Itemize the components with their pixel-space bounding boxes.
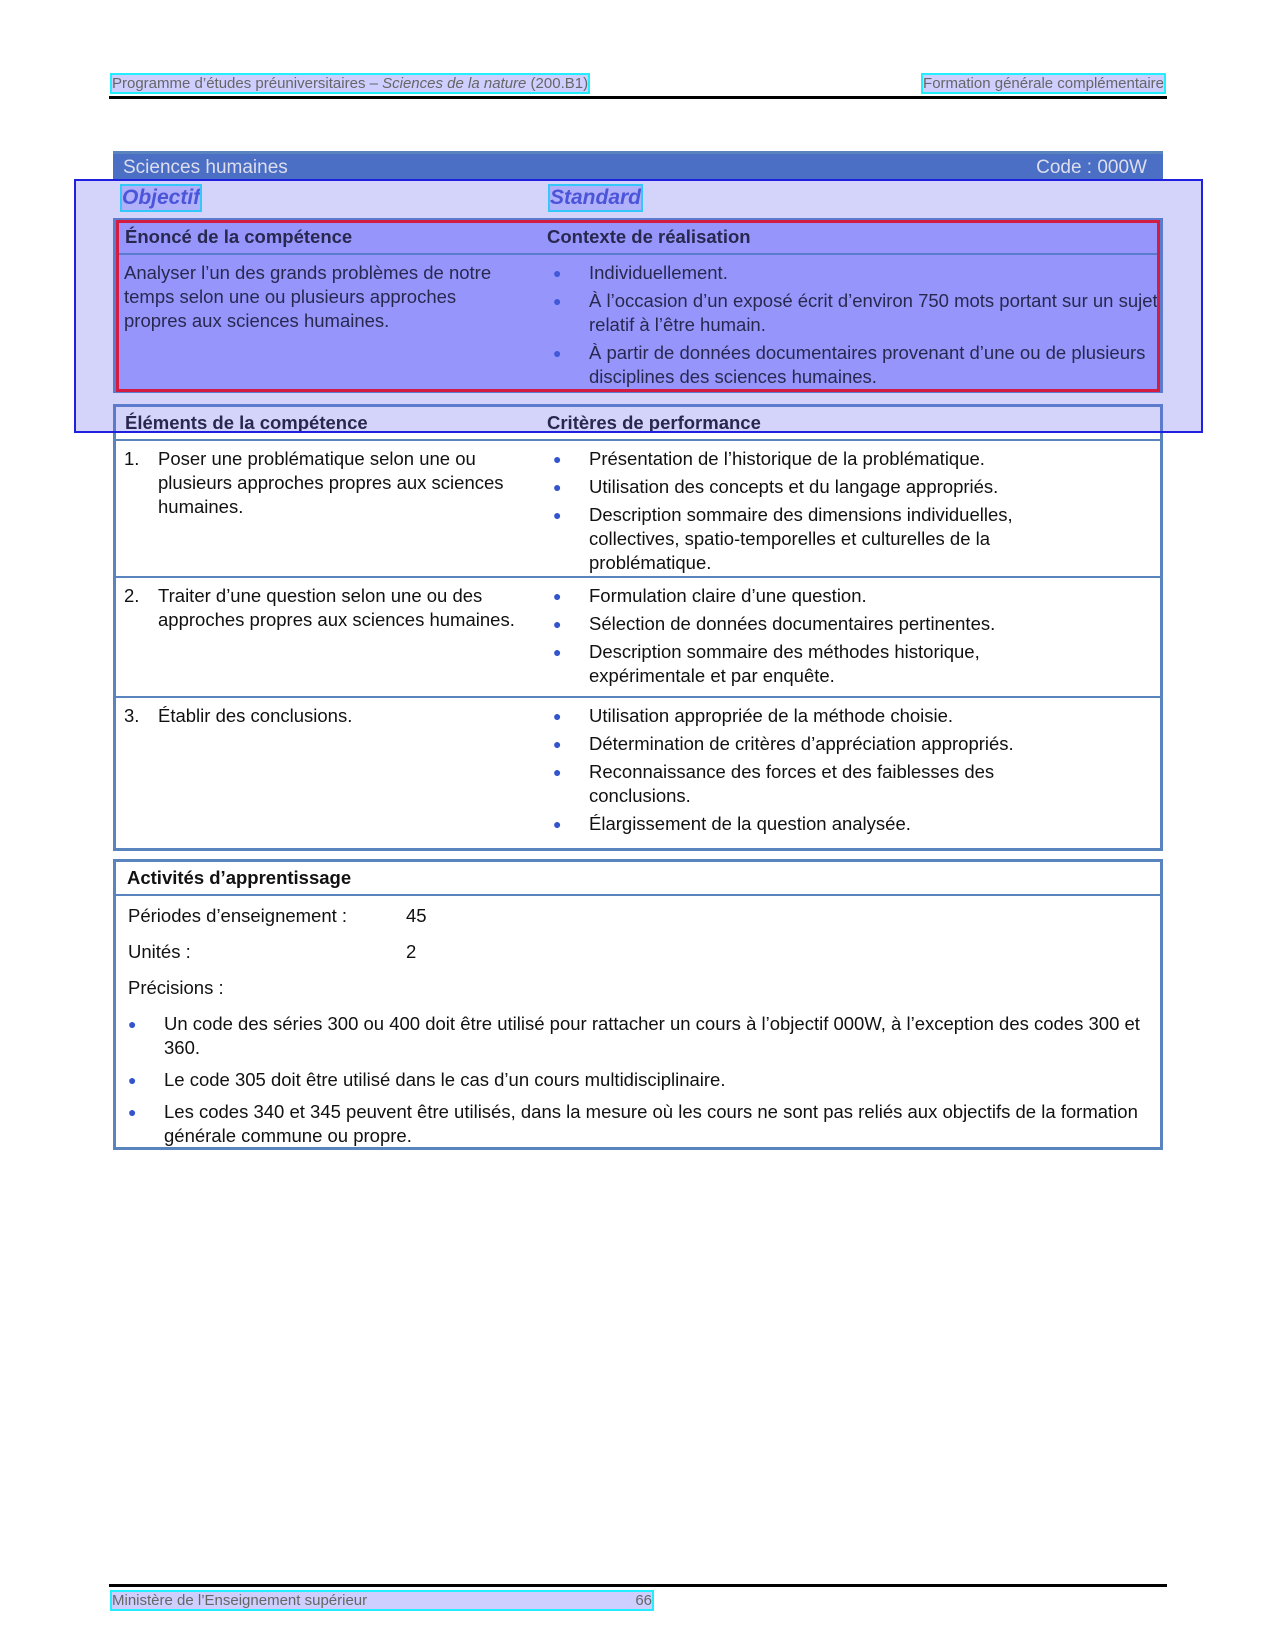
activities-title: Activités d’apprentissage xyxy=(127,867,352,888)
element-row xyxy=(116,698,1160,840)
criterion xyxy=(553,812,1160,836)
element-text: Poser une problématique selon une ou plusieurs approches propres aux sciences humaines. xyxy=(158,448,504,517)
competence-row xyxy=(116,255,1160,393)
precision-text: Un code des séries 300 ou 400 doit être utilisé pour rattacher un cours à l’objectif 000W, à l’exception des codes 300 et 360. xyxy=(164,1013,1140,1058)
criterion-text: Présentation de l’historique de la problématique. xyxy=(589,448,985,469)
periods-label: Périodes d’enseignement : xyxy=(128,905,348,926)
header-program xyxy=(112,75,588,92)
element-number: 1. xyxy=(124,448,140,469)
element-number: 2. xyxy=(124,585,140,606)
element-row xyxy=(116,578,1160,698)
bullet-icon: ● xyxy=(553,479,562,495)
criteria-list xyxy=(553,704,1160,840)
element-number: 3. xyxy=(124,705,140,726)
bullet-icon: ● xyxy=(553,816,562,832)
bullet-icon: ● xyxy=(553,451,562,467)
criterion xyxy=(553,447,1160,471)
precisions-label: Précisions : xyxy=(128,977,224,998)
bullet-icon: ● xyxy=(553,736,562,752)
criterion xyxy=(553,584,1160,608)
bullet-icon: ● xyxy=(553,293,562,309)
criterion-text: Description sommaire des dimensions individuelles, collectives, spatio-temporelles et culturelles de la problématique. xyxy=(589,504,1013,573)
bullet-icon: ● xyxy=(553,616,562,632)
criterion-text: Utilisation appropriée de la méthode choisie. xyxy=(589,705,954,726)
criterion-text: Reconnaissance des forces et des faiblesses des conclusions. xyxy=(589,761,995,806)
criteria-list xyxy=(553,447,1160,576)
bullet-icon: ● xyxy=(553,345,562,361)
precision-item xyxy=(128,1012,1148,1060)
bullet-icon: ● xyxy=(128,1104,137,1120)
competence-table xyxy=(113,218,1163,393)
context-item xyxy=(553,289,1160,337)
course-code: Code : 000W xyxy=(1036,156,1147,178)
criterion xyxy=(553,475,1160,499)
activities-table xyxy=(113,859,1163,1150)
context-text: À partir de données documentaires provenant d’une ou de plusieurs disciplines des sciences humaines. xyxy=(589,342,1146,387)
criterion-text: Description sommaire des méthodes historique, expérimentale et par enquête. xyxy=(589,641,980,686)
header-section: Formation générale complémentaire xyxy=(923,75,1164,92)
context-header: Contexte de réalisation xyxy=(547,226,751,247)
statement-header: Énoncé de la compétence xyxy=(125,226,353,247)
context-text: Individuellement. xyxy=(589,262,728,283)
criterion-text: Utilisation des concepts et du langage appropriés. xyxy=(589,476,999,497)
element-cell xyxy=(116,447,553,576)
units xyxy=(128,940,1148,964)
elements-header xyxy=(116,407,1160,441)
precision-text: Le code 305 doit être utilisé dans le cas d’un cours multidisciplinaire. xyxy=(164,1069,726,1090)
course-title-bar xyxy=(113,151,1163,181)
competence-statement: Analyser l’un des grands problèmes de notre temps selon une ou plusieurs approches propres aux sciences humaines. xyxy=(124,262,492,331)
bullet-icon: ● xyxy=(553,644,562,660)
criterion-text: Élargissement de la question analysée. xyxy=(589,813,911,834)
element-row xyxy=(116,441,1160,578)
course-title: Sciences humaines xyxy=(123,156,288,178)
bullet-icon: ● xyxy=(553,507,562,523)
criterion xyxy=(553,503,1160,575)
units-label: Unités : xyxy=(128,941,191,962)
standard-label: Standard xyxy=(550,186,642,209)
elements-table xyxy=(113,404,1163,851)
bullet-icon: ● xyxy=(128,1016,137,1032)
bullet-icon: ● xyxy=(553,265,562,281)
precision-text: Les codes 340 et 345 peuvent être utilisés, dans la mesure où les cours ne sont pas reliés aux objectifs de la formation générale commune ou propre. xyxy=(164,1101,1138,1146)
bullet-icon: ● xyxy=(553,764,562,780)
element-text: Traiter d’une question selon une ou des approches propres aux sciences humaines. xyxy=(158,585,515,630)
page-header xyxy=(112,75,1164,92)
page-footer xyxy=(112,1592,652,1609)
context-item xyxy=(553,261,1160,285)
competence-header xyxy=(116,221,1160,255)
precision-item xyxy=(128,1100,1148,1148)
element-cell xyxy=(116,584,553,696)
context-item xyxy=(553,341,1160,389)
activities-header xyxy=(116,862,1160,896)
header-suffix: (200.B1) xyxy=(526,75,589,92)
units-value: 2 xyxy=(406,941,417,962)
section-labels xyxy=(122,186,1162,214)
activities-body xyxy=(116,896,1160,1160)
footer-ministry: Ministère de l’Enseignement supérieur xyxy=(112,1592,368,1609)
bullet-icon: ● xyxy=(553,708,562,724)
elements-col-header: Éléments de la compétence xyxy=(125,412,368,433)
criteria-col-header: Critères de performance xyxy=(547,412,761,433)
periods xyxy=(128,904,1148,928)
criterion xyxy=(553,640,1160,688)
page-number: 66 xyxy=(635,1592,652,1609)
criterion xyxy=(553,732,1160,756)
element-text: Établir des conclusions. xyxy=(158,705,353,726)
header-prefix: Programme d’études préuniversitaires – xyxy=(112,75,383,92)
header-divider xyxy=(109,96,1167,99)
criterion-text: Sélection de données documentaires pertinentes. xyxy=(589,613,996,634)
precision-item xyxy=(128,1068,1148,1092)
criterion xyxy=(553,612,1160,636)
criteria-list xyxy=(553,584,1160,696)
context-list xyxy=(553,261,1160,393)
criterion-text: Formulation claire d’une question. xyxy=(589,585,867,606)
context-text: À l’occasion d’un exposé écrit d’environ 750 mots portant sur un sujet relatif à l’être humain. xyxy=(589,290,1158,335)
objectif-label: Objectif xyxy=(122,186,201,209)
header-program-name: Sciences de la nature xyxy=(382,75,527,92)
bullet-icon: ● xyxy=(128,1072,137,1088)
periods-value: 45 xyxy=(406,905,427,926)
criterion-text: Détermination de critères d’appréciation appropriés. xyxy=(589,733,1014,754)
criterion xyxy=(553,704,1160,728)
criterion xyxy=(553,760,1160,808)
element-cell xyxy=(116,704,553,840)
footer-divider xyxy=(109,1584,1167,1587)
bullet-icon: ● xyxy=(553,588,562,604)
